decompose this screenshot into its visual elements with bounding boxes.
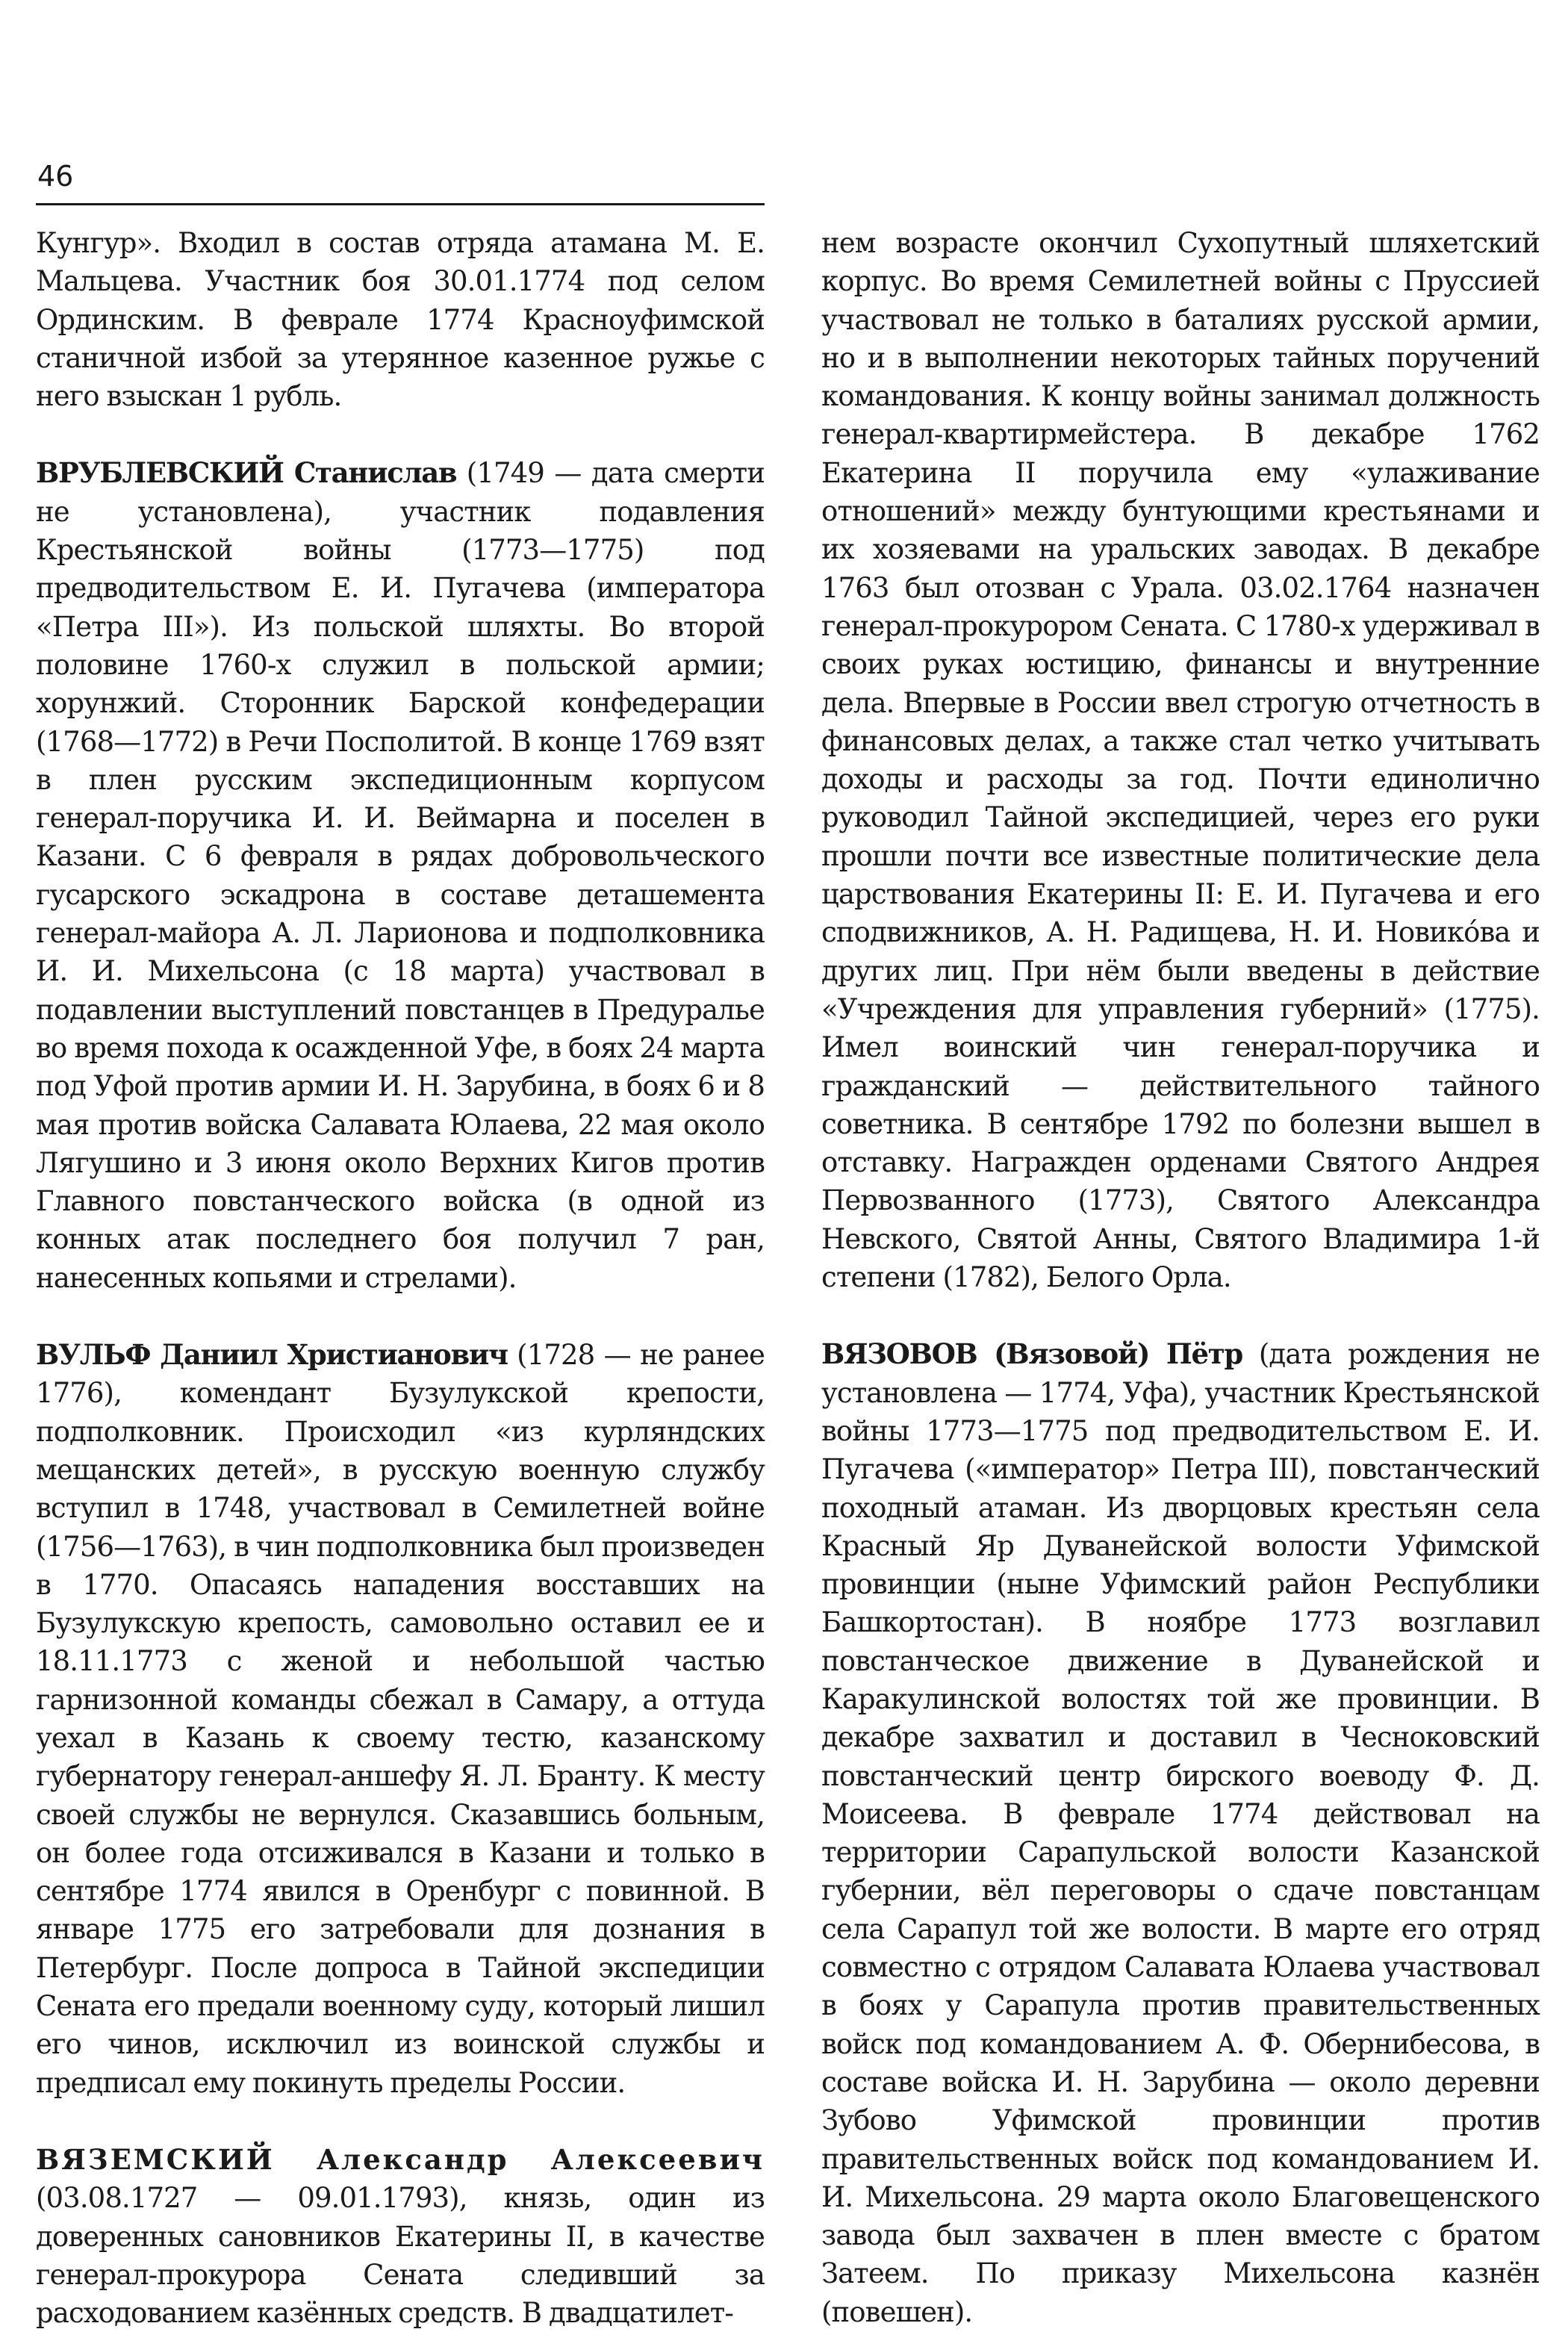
entry-text: (1728 — не ранее 1776), комендант Бузулукской крепости, подполковник. Происходил «из курляндских мещанских детей», в русскую военную службу вступил в 1748, участвовал в Семилетней войне (1756—1763), в чин подполковника был произведен в 1770. Опасаясь нападения восставших на Бузулукскую крепость, самовольно оставил ее и 18.11.1773 с женой и небольшой частью гарнизонной команды сбежал в Самару, а оттуда уехал в Казань к своему тестю, казанскому губернатору генерал-аншефу Я. Л. Бранту. К месту своей службы не вернулся. Сказавшись больным, он более года отсиживался в Казани и только в сентябре 1774 явился в Оренбург с повинной. В январе 1775 его затребовали для дознания в Петербург. После допроса в Тайной экспедиции Сената его предали военному суду, который лишил его чинов, исключил из воинской службы и предписал ему покинуть пределы России. [36, 1339, 765, 2099]
entry-headword: ВЯЗОВОВ (Вязовой) Пётр [821, 1337, 1242, 1371]
continued-paragraph: нем возрасте окончил Сухопутный шляхетский корпус. Во время Семилетней войны с Пруссией участвовал не только в баталиях русской армии, но и в выполнении некоторых тайных поручений командования. К концу войны занимал должность генерал-квартирмейстера. В декабре 1762 Екатерина II поручила ему «улаживание отношений» между бунтующими крестьянами и их хозяевами на уральских заводах. В декабре 1763 был отозван с Урала. 03.02.1764 назначен генерал-прокурором Сената. С 1780-х удерживал в своих руках юстицию, финансы и внутренние дела. Впервые в России ввел строгую отчетность в финансовых делах, а также стал четко учитывать доходы и расходы за год. Почти единолично руководил Тайной экспедицией, через его руки прошли почти все известные политические дела царствования Екатерины II: Е. И. Пугачева и его сподвижников, А. Н. Радищева, Н. И. Новико́ва и других лиц. При нём были введены в действие «Учреждения для управления губерний» (1775). Имел воинский чин генерал-поручика и гражданский — действительного тайного советника. В сентябре 1792 по болезни вышел в отставку. Награжден орденами Святого Андрея Первозванного (1773), Святого Александра Невского, Святой Анны, Святого Владимира 1-й степени (1782), Белого Орла. [821, 227, 1540, 1294]
entry-headword: ВУЛЬФ Даниил Христианович [36, 1338, 508, 1372]
continued-paragraph: Кунгур». Входил в состав отряда атамана М. Е. Мальцева. Участник боя 30.01.1774 под селом Ординским. В феврале 1774 Красноуфимской станичной избой за утерянное казенное ружье с него взыскан 1 рубль. [36, 227, 765, 413]
left-column [36, 224, 765, 2332]
page-number: 46 [37, 160, 74, 193]
entry-headword: ВЯЗЕМСКИЙ Александр Алексеевич [36, 2142, 765, 2176]
entry-vyazemsky [36, 2141, 765, 2332]
entry-vyazovov [821, 1335, 1540, 2331]
right-column [821, 224, 1540, 2331]
header-rule [36, 203, 765, 205]
entry-text: (дата рождения не установлена — 1774, Уфа), участник Крестьянской войны 1773—1775 под предводительством Е. И. Пугачева («император» Петра III), повстанческий походный атаман. Из дворцовых крестьян села Красный Яр Дуванейской волости Уфимской провинции (ныне Уфимский район Республики Башкортостан). В ноябре 1773 возглавил повстанческое движение в Дуванейской и Каракулинской волостях той же провинции. В декабре захватил и доставил в Чесноковский повстанческий центр бирского воеводу Ф. Д. Моисеева. В феврале 1774 действовал на территории Сарапульской волости Казанской губернии, вёл переговоры о сдаче повстанцам села Сарапул той же волости. В марте его отряд совместно с отрядом Салавата Юлаева участвовал в боях у Сарапула против правительственных войск под командованием А. Ф. Обернибесова, в составе войска И. Н. Зарубина — около деревни Зубово Уфимской провинции против правительственных войск под командованием И. И. Михельсона. 29 марта около Благовещенского завода был захвачен в плен вместе с братом Затеем. По приказу Михельсона казнён (повешен). [821, 1338, 1540, 2328]
entry-vrublevsky [36, 454, 765, 1297]
entry-text: (03.08.1727 — 09.01.1793), князь, один из доверенных сановников Екатерины II, в качестве генерал-прокурора Сената следивший за расходованием казённых средств. В двадцатилет- [36, 2182, 765, 2330]
entry-headword: ВРУБЛЕВСКИЙ Станислав [36, 456, 457, 490]
entry-text: (1749 — дата смерти не установлена), участник подавления Крестьянской войны (1773—1775) под предводительством Е. И. Пугачева (императора «Петра III»). Из польской шляхты. Во второй половине 1760-х служил в польской армии; хорунжий. Сторонник Барской конфедерации (1768—1772) в Речи Посполитой. В конце 1769 взят в плен русским экспедиционным корпусом генерал-поручика И. И. Веймарна и поселен в Казани. С 6 февраля в рядах добровольческого гусарского эскадрона в составе деташемента генерал-майора А. Л. Ларионова и подполковника И. И. Михельсона (с 18 марта) участвовал в подавлении выступлений повстанцев в Предуралье во время похода к осажденной Уфе, в боях 24 марта под Уфой против армии И. Н. Зарубина, в боях 6 и 8 мая против войска Салавата Юлаева, 22 мая около Лягушино и 3 июня около Верхних Кигов против Главного повстанческого войска (в одной из конных атак последнего боя получил 7 ран, нанесенных копьями и стрелами). [36, 457, 765, 1294]
entry-vulf [36, 1336, 765, 2102]
